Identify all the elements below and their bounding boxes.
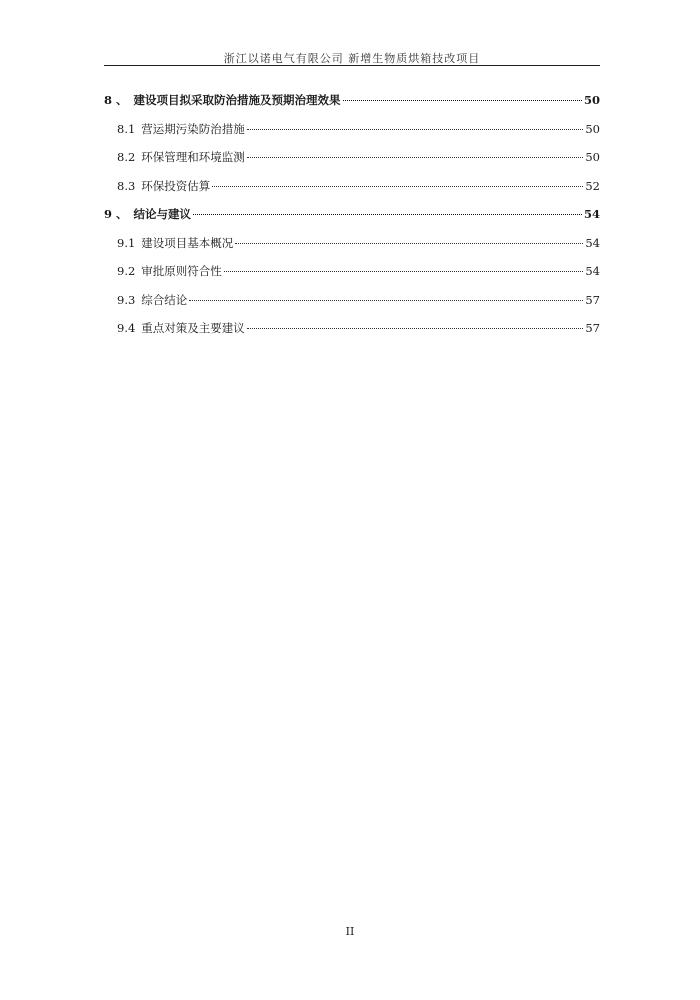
toc-dot-leader	[193, 214, 582, 215]
toc-entry-number: 9 、	[104, 207, 128, 221]
toc-entry-number: 9.4	[117, 321, 136, 335]
toc-entry-number: 8 、	[104, 93, 128, 107]
toc-entry-9-1[interactable]	[104, 235, 600, 264]
toc-dot-leader	[235, 243, 583, 244]
toc-entry-title: 结论与建议	[133, 207, 192, 221]
toc-entry-8-3[interactable]	[104, 178, 600, 207]
toc-entry-title: 建设项目拟采取防治措施及预期治理效果	[133, 93, 341, 107]
toc-entry-8[interactable]	[104, 92, 600, 121]
toc-entry-title: 审批原则符合性	[141, 264, 222, 278]
toc-dot-leader	[212, 186, 583, 187]
toc-entry-title: 营运期污染防治措施	[141, 121, 245, 136]
toc-entry-title: 环保管理和环境监测	[141, 150, 245, 164]
toc-entry-title: 综合结论	[141, 292, 188, 307]
toc-entry-9[interactable]	[104, 206, 600, 235]
toc-dot-leader	[189, 300, 583, 301]
toc-entry-page: 54	[585, 264, 600, 278]
toc-entry-page: 54	[585, 235, 600, 250]
toc-entry-8-1[interactable]	[104, 121, 600, 150]
table-of-contents	[104, 92, 600, 349]
page-header-title: 浙江以诺电气有限公司 新增生物质烘箱技改项目	[223, 52, 481, 65]
toc-entry-title: 环保投资估算	[141, 178, 211, 193]
toc-entry-number: 9.3	[117, 292, 136, 307]
toc-entry-page: 57	[585, 321, 600, 335]
toc-entry-number: 8.1	[117, 121, 136, 136]
toc-dot-leader	[247, 157, 584, 158]
toc-entry-8-2[interactable]	[104, 149, 600, 178]
toc-entry-page: 50	[585, 150, 600, 164]
toc-entry-title: 重点对策及主要建议	[141, 321, 245, 335]
toc-dot-leader	[247, 129, 584, 130]
toc-dot-leader	[247, 328, 584, 329]
toc-dot-leader	[343, 100, 582, 101]
toc-entry-9-4[interactable]	[104, 320, 600, 349]
page-number: II	[345, 925, 355, 938]
toc-entry-9-2[interactable]	[104, 263, 600, 292]
toc-entry-number: 9.1	[117, 235, 136, 250]
toc-entry-title: 建设项目基本概况	[141, 235, 234, 250]
toc-entry-page: 50	[583, 93, 600, 107]
toc-entry-9-3[interactable]	[104, 292, 600, 321]
toc-entry-page: 52	[585, 178, 600, 193]
toc-entry-page: 54	[583, 207, 600, 221]
toc-entry-number: 9.2	[117, 264, 136, 278]
header-rule	[104, 65, 600, 66]
toc-entry-number: 8.2	[117, 150, 136, 164]
toc-entry-number: 8.3	[117, 178, 136, 193]
toc-entry-page: 50	[585, 121, 600, 136]
toc-entry-page: 57	[585, 292, 600, 307]
toc-dot-leader	[224, 271, 584, 272]
